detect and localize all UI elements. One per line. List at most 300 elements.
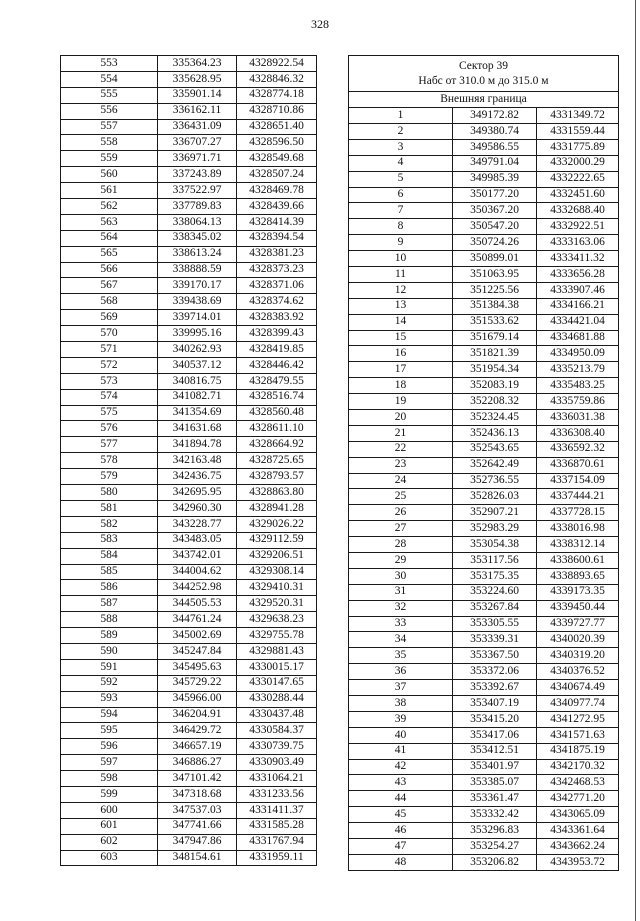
point-number: 603 — [61, 850, 158, 866]
table-row — [349, 314, 619, 330]
table-row — [349, 711, 619, 727]
table-row — [349, 537, 619, 553]
table-row — [349, 648, 619, 664]
table-row — [61, 294, 317, 310]
y-coordinate: 4328922.54 — [237, 56, 317, 72]
point-number: 35 — [349, 648, 453, 664]
x-coordinate: 345247.84 — [158, 643, 237, 659]
y-coordinate: 4328863.80 — [237, 485, 317, 501]
y-coordinate: 4340674.49 — [537, 680, 619, 696]
point-number: 565 — [61, 246, 158, 262]
x-coordinate: 353117.56 — [453, 553, 537, 569]
point-number: 37 — [349, 680, 453, 696]
table-row — [349, 219, 619, 235]
y-coordinate: 4339450.44 — [537, 600, 619, 616]
table-row — [61, 485, 317, 501]
y-coordinate: 4328469.78 — [237, 183, 317, 199]
x-coordinate: 352736.55 — [453, 473, 537, 489]
x-coordinate: 340537.12 — [158, 357, 237, 373]
y-coordinate: 4329638.23 — [237, 612, 317, 628]
y-coordinate: 4328381.23 — [237, 246, 317, 262]
table-row — [349, 235, 619, 251]
table-row — [61, 755, 317, 771]
table-row — [61, 675, 317, 691]
y-coordinate: 4331585.28 — [237, 818, 317, 834]
point-number: 582 — [61, 516, 158, 532]
x-coordinate: 338888.59 — [158, 262, 237, 278]
y-coordinate: 4342771.20 — [537, 791, 619, 807]
point-number: 594 — [61, 707, 158, 723]
x-coordinate: 347318.68 — [158, 786, 237, 802]
table-row — [61, 214, 317, 230]
y-coordinate: 4328664.92 — [237, 437, 317, 453]
x-coordinate: 353412.51 — [453, 743, 537, 759]
table-row — [349, 330, 619, 346]
x-coordinate: 347947.86 — [158, 834, 237, 850]
x-coordinate: 347741.66 — [158, 818, 237, 834]
table-row — [61, 771, 317, 787]
table-row — [61, 389, 317, 405]
point-number: 588 — [61, 612, 158, 628]
y-coordinate: 4330147.65 — [237, 675, 317, 691]
y-coordinate: 4331064.21 — [237, 771, 317, 787]
y-coordinate: 4343361.64 — [537, 823, 619, 839]
table-row — [61, 119, 317, 135]
point-number: 45 — [349, 807, 453, 823]
table-row — [349, 346, 619, 362]
y-coordinate: 4328651.40 — [237, 119, 317, 135]
x-coordinate: 344761.24 — [158, 612, 237, 628]
y-coordinate: 4329308.14 — [237, 564, 317, 580]
point-number: 572 — [61, 357, 158, 373]
x-coordinate: 346204.91 — [158, 707, 237, 723]
point-number: 40 — [349, 727, 453, 743]
point-number: 5 — [349, 171, 453, 187]
table-row — [349, 108, 619, 124]
point-number: 24 — [349, 473, 453, 489]
point-number: 554 — [61, 71, 158, 87]
x-coordinate: 352208.32 — [453, 394, 537, 410]
y-coordinate: 4328374.62 — [237, 294, 317, 310]
table-row — [61, 643, 317, 659]
y-coordinate: 4338312.14 — [537, 537, 619, 553]
x-coordinate: 353224.60 — [453, 584, 537, 600]
point-number: 42 — [349, 759, 453, 775]
x-coordinate: 337522.97 — [158, 183, 237, 199]
point-number: 555 — [61, 87, 158, 103]
y-coordinate: 4330437.48 — [237, 707, 317, 723]
x-coordinate: 353206.82 — [453, 854, 537, 870]
y-coordinate: 4332922.51 — [537, 219, 619, 235]
y-coordinate: 4343953.72 — [537, 854, 619, 870]
x-coordinate: 351821.39 — [453, 346, 537, 362]
y-coordinate: 4341875.19 — [537, 743, 619, 759]
x-coordinate: 353254.27 — [453, 839, 537, 855]
y-coordinate: 4335483.25 — [537, 378, 619, 394]
x-coordinate: 352907.21 — [453, 505, 537, 521]
point-number: 32 — [349, 600, 453, 616]
table-row — [61, 437, 317, 453]
x-coordinate: 353401.97 — [453, 759, 537, 775]
x-coordinate: 353175.35 — [453, 568, 537, 584]
table-row — [61, 183, 317, 199]
boundary-row — [349, 92, 619, 108]
point-number: 558 — [61, 135, 158, 151]
y-coordinate: 4328516.74 — [237, 389, 317, 405]
point-number: 574 — [61, 389, 158, 405]
table-row — [61, 167, 317, 183]
y-coordinate: 4333411.32 — [537, 251, 619, 267]
point-number: 559 — [61, 151, 158, 167]
x-coordinate: 350724.26 — [453, 235, 537, 251]
sector-title: Сектор 39 — [458, 59, 509, 72]
point-number: 27 — [349, 521, 453, 537]
y-coordinate: 4332222.65 — [537, 171, 619, 187]
y-coordinate: 4328611.10 — [237, 421, 317, 437]
y-coordinate: 4329026.22 — [237, 516, 317, 532]
x-coordinate: 351225.56 — [453, 282, 537, 298]
x-coordinate: 338613.24 — [158, 246, 237, 262]
x-coordinate: 353054.38 — [453, 537, 537, 553]
point-number: 21 — [349, 425, 453, 441]
x-coordinate: 351533.62 — [453, 314, 537, 330]
point-number: 46 — [349, 823, 453, 839]
point-number: 3 — [349, 139, 453, 155]
table-row — [349, 362, 619, 378]
table-row — [61, 707, 317, 723]
table-row — [61, 469, 317, 485]
y-coordinate: 4338893.65 — [537, 568, 619, 584]
point-number: 591 — [61, 659, 158, 675]
x-coordinate: 349791.04 — [453, 155, 537, 171]
point-number: 583 — [61, 532, 158, 548]
table-row — [349, 664, 619, 680]
point-number: 593 — [61, 691, 158, 707]
point-number: 592 — [61, 675, 158, 691]
table-row — [349, 616, 619, 632]
table-row — [349, 298, 619, 314]
x-coordinate: 349380.74 — [453, 123, 537, 139]
x-coordinate: 344004.62 — [158, 564, 237, 580]
point-number: 602 — [61, 834, 158, 850]
table-row — [349, 123, 619, 139]
page-number: 328 — [311, 17, 329, 31]
y-coordinate: 4328846.32 — [237, 71, 317, 87]
table-row — [349, 473, 619, 489]
x-coordinate: 339995.16 — [158, 326, 237, 342]
page-edge-line — [635, 0, 636, 921]
point-number: 41 — [349, 743, 453, 759]
x-coordinate: 342163.48 — [158, 453, 237, 469]
x-coordinate: 339714.01 — [158, 310, 237, 326]
table-row — [349, 378, 619, 394]
x-coordinate: 347101.42 — [158, 771, 237, 787]
y-coordinate: 4338016.98 — [537, 521, 619, 537]
table-row — [61, 834, 317, 850]
point-number: 10 — [349, 251, 453, 267]
table-row — [349, 568, 619, 584]
left-coordinates-table — [60, 55, 317, 866]
point-number: 39 — [349, 711, 453, 727]
point-number: 1 — [349, 108, 453, 124]
x-coordinate: 347537.03 — [158, 802, 237, 818]
point-number: 577 — [61, 437, 158, 453]
point-number: 600 — [61, 802, 158, 818]
y-coordinate: 4339727.77 — [537, 616, 619, 632]
x-coordinate: 350899.01 — [453, 251, 537, 267]
y-coordinate: 4340977.74 — [537, 696, 619, 712]
x-coordinate: 352436.13 — [453, 425, 537, 441]
y-coordinate: 4341571.63 — [537, 727, 619, 743]
y-coordinate: 4336308.40 — [537, 425, 619, 441]
point-number: 15 — [349, 330, 453, 346]
y-coordinate: 4328414.39 — [237, 214, 317, 230]
table-row — [61, 373, 317, 389]
table-row — [61, 818, 317, 834]
point-number: 581 — [61, 500, 158, 516]
x-coordinate: 341894.78 — [158, 437, 237, 453]
x-coordinate: 338064.13 — [158, 214, 237, 230]
table-row — [61, 500, 317, 516]
table-row — [61, 56, 317, 72]
y-coordinate: 4331349.72 — [537, 108, 619, 124]
point-number: 601 — [61, 818, 158, 834]
table-row — [61, 342, 317, 358]
x-coordinate: 346429.72 — [158, 723, 237, 739]
x-coordinate: 353367.50 — [453, 648, 537, 664]
point-number: 576 — [61, 421, 158, 437]
table-row — [61, 199, 317, 215]
y-coordinate: 4329206.51 — [237, 548, 317, 564]
table-row — [61, 628, 317, 644]
y-coordinate: 4328399.43 — [237, 326, 317, 342]
y-coordinate: 4337154.09 — [537, 473, 619, 489]
point-number: 587 — [61, 596, 158, 612]
table-row — [349, 584, 619, 600]
x-coordinate: 353305.55 — [453, 616, 537, 632]
point-number: 20 — [349, 410, 453, 426]
x-coordinate: 353339.31 — [453, 632, 537, 648]
point-number: 19 — [349, 394, 453, 410]
point-number: 580 — [61, 485, 158, 501]
x-coordinate: 341354.69 — [158, 405, 237, 421]
x-coordinate: 350367.20 — [453, 203, 537, 219]
x-coordinate: 353361.47 — [453, 791, 537, 807]
table-row — [61, 278, 317, 294]
y-coordinate: 4328596.50 — [237, 135, 317, 151]
point-number: 590 — [61, 643, 158, 659]
y-coordinate: 4328941.28 — [237, 500, 317, 516]
x-coordinate: 336707.27 — [158, 135, 237, 151]
point-number: 16 — [349, 346, 453, 362]
point-number: 563 — [61, 214, 158, 230]
x-coordinate: 351954.34 — [453, 362, 537, 378]
height-range: Набс от 310.0 м до 315.0 м — [418, 74, 549, 87]
y-coordinate: 4329410.31 — [237, 580, 317, 596]
point-number: 12 — [349, 282, 453, 298]
x-coordinate: 353267.84 — [453, 600, 537, 616]
y-coordinate: 4333907.46 — [537, 282, 619, 298]
point-number: 575 — [61, 405, 158, 421]
table-row — [349, 521, 619, 537]
x-coordinate: 351063.95 — [453, 266, 537, 282]
point-number: 599 — [61, 786, 158, 802]
point-number: 6 — [349, 187, 453, 203]
table-row — [349, 807, 619, 823]
point-number: 2 — [349, 123, 453, 139]
y-coordinate: 4336592.32 — [537, 441, 619, 457]
point-number: 22 — [349, 441, 453, 457]
table-row — [349, 441, 619, 457]
y-coordinate: 4331959.11 — [237, 850, 317, 866]
y-coordinate: 4332688.40 — [537, 203, 619, 219]
x-coordinate: 342960.30 — [158, 500, 237, 516]
y-coordinate: 4342468.53 — [537, 775, 619, 791]
y-coordinate: 4329881.43 — [237, 643, 317, 659]
point-number: 36 — [349, 664, 453, 680]
x-coordinate: 336971.71 — [158, 151, 237, 167]
point-number: 17 — [349, 362, 453, 378]
point-number: 578 — [61, 453, 158, 469]
y-coordinate: 4329520.31 — [237, 596, 317, 612]
y-coordinate: 4342170.32 — [537, 759, 619, 775]
point-number: 557 — [61, 119, 158, 135]
x-coordinate: 350177.20 — [453, 187, 537, 203]
table-row — [349, 680, 619, 696]
table-row — [349, 743, 619, 759]
point-number: 561 — [61, 183, 158, 199]
x-coordinate: 336431.09 — [158, 119, 237, 135]
table-row — [61, 580, 317, 596]
point-number: 38 — [349, 696, 453, 712]
point-number: 560 — [61, 167, 158, 183]
right-coordinates-table — [348, 55, 619, 871]
x-coordinate: 342695.95 — [158, 485, 237, 501]
table-row — [61, 421, 317, 437]
table-row — [349, 759, 619, 775]
y-coordinate: 4328507.24 — [237, 167, 317, 183]
table-row — [61, 262, 317, 278]
x-coordinate: 353392.67 — [453, 680, 537, 696]
table-row — [61, 564, 317, 580]
table-row — [61, 326, 317, 342]
table-row — [349, 282, 619, 298]
y-coordinate: 4337728.15 — [537, 505, 619, 521]
table-row — [349, 394, 619, 410]
y-coordinate: 4328479.55 — [237, 373, 317, 389]
x-coordinate: 353417.06 — [453, 727, 537, 743]
x-coordinate: 344252.98 — [158, 580, 237, 596]
point-number: 31 — [349, 584, 453, 600]
y-coordinate: 4331767.94 — [237, 834, 317, 850]
x-coordinate: 343483.05 — [158, 532, 237, 548]
y-coordinate: 4334950.09 — [537, 346, 619, 362]
y-coordinate: 4331233.56 — [237, 786, 317, 802]
x-coordinate: 353296.83 — [453, 823, 537, 839]
point-number: 28 — [349, 537, 453, 553]
point-number: 4 — [349, 155, 453, 171]
y-coordinate: 4329755.78 — [237, 628, 317, 644]
table-row — [61, 453, 317, 469]
table-row — [349, 187, 619, 203]
point-number: 571 — [61, 342, 158, 358]
table-row — [349, 505, 619, 521]
y-coordinate: 4331775.89 — [537, 139, 619, 155]
point-number: 30 — [349, 568, 453, 584]
point-number: 9 — [349, 235, 453, 251]
boundary-label: Внешняя граница — [349, 92, 619, 108]
y-coordinate: 4329112.59 — [237, 532, 317, 548]
point-number: 567 — [61, 278, 158, 294]
y-coordinate: 4331411.37 — [237, 802, 317, 818]
table-row — [61, 246, 317, 262]
x-coordinate: 337243.89 — [158, 167, 237, 183]
table-row — [61, 739, 317, 755]
table-row — [61, 786, 317, 802]
point-number: 48 — [349, 854, 453, 870]
point-number: 26 — [349, 505, 453, 521]
x-coordinate: 349985.39 — [453, 171, 537, 187]
table-row — [349, 775, 619, 791]
x-coordinate: 349586.55 — [453, 139, 537, 155]
point-number: 47 — [349, 839, 453, 855]
y-coordinate: 4340319.20 — [537, 648, 619, 664]
table-row — [349, 410, 619, 426]
y-coordinate: 4328446.42 — [237, 357, 317, 373]
point-number: 586 — [61, 580, 158, 596]
point-number: 18 — [349, 378, 453, 394]
point-number: 34 — [349, 632, 453, 648]
table-row — [349, 727, 619, 743]
x-coordinate: 348154.61 — [158, 850, 237, 866]
x-coordinate: 345729.22 — [158, 675, 237, 691]
y-coordinate: 4328371.06 — [237, 278, 317, 294]
x-coordinate: 351384.38 — [453, 298, 537, 314]
table-row — [61, 659, 317, 675]
y-coordinate: 4328419.85 — [237, 342, 317, 358]
table-row — [349, 203, 619, 219]
point-number: 595 — [61, 723, 158, 739]
x-coordinate: 345966.00 — [158, 691, 237, 707]
table-row — [61, 850, 317, 866]
x-coordinate: 353415.20 — [453, 711, 537, 727]
table-row — [349, 839, 619, 855]
x-coordinate: 352083.19 — [453, 378, 537, 394]
x-coordinate: 335628.95 — [158, 71, 237, 87]
x-coordinate: 352826.03 — [453, 489, 537, 505]
x-coordinate: 335901.14 — [158, 87, 237, 103]
x-coordinate: 353385.07 — [453, 775, 537, 791]
y-coordinate: 4328560.48 — [237, 405, 317, 421]
y-coordinate: 4332451.60 — [537, 187, 619, 203]
x-coordinate: 350547.20 — [453, 219, 537, 235]
y-coordinate: 4334166.21 — [537, 298, 619, 314]
y-coordinate: 4334421.04 — [537, 314, 619, 330]
point-number: 7 — [349, 203, 453, 219]
y-coordinate: 4328710.86 — [237, 103, 317, 119]
x-coordinate: 353407.19 — [453, 696, 537, 712]
table-row — [61, 151, 317, 167]
point-number: 23 — [349, 457, 453, 473]
table-row — [349, 251, 619, 267]
x-coordinate: 352642.49 — [453, 457, 537, 473]
y-coordinate: 4340020.39 — [537, 632, 619, 648]
y-coordinate: 4328394.54 — [237, 230, 317, 246]
table-row — [349, 139, 619, 155]
sector-header-row — [349, 56, 619, 92]
x-coordinate: 339438.69 — [158, 294, 237, 310]
table-row — [61, 135, 317, 151]
